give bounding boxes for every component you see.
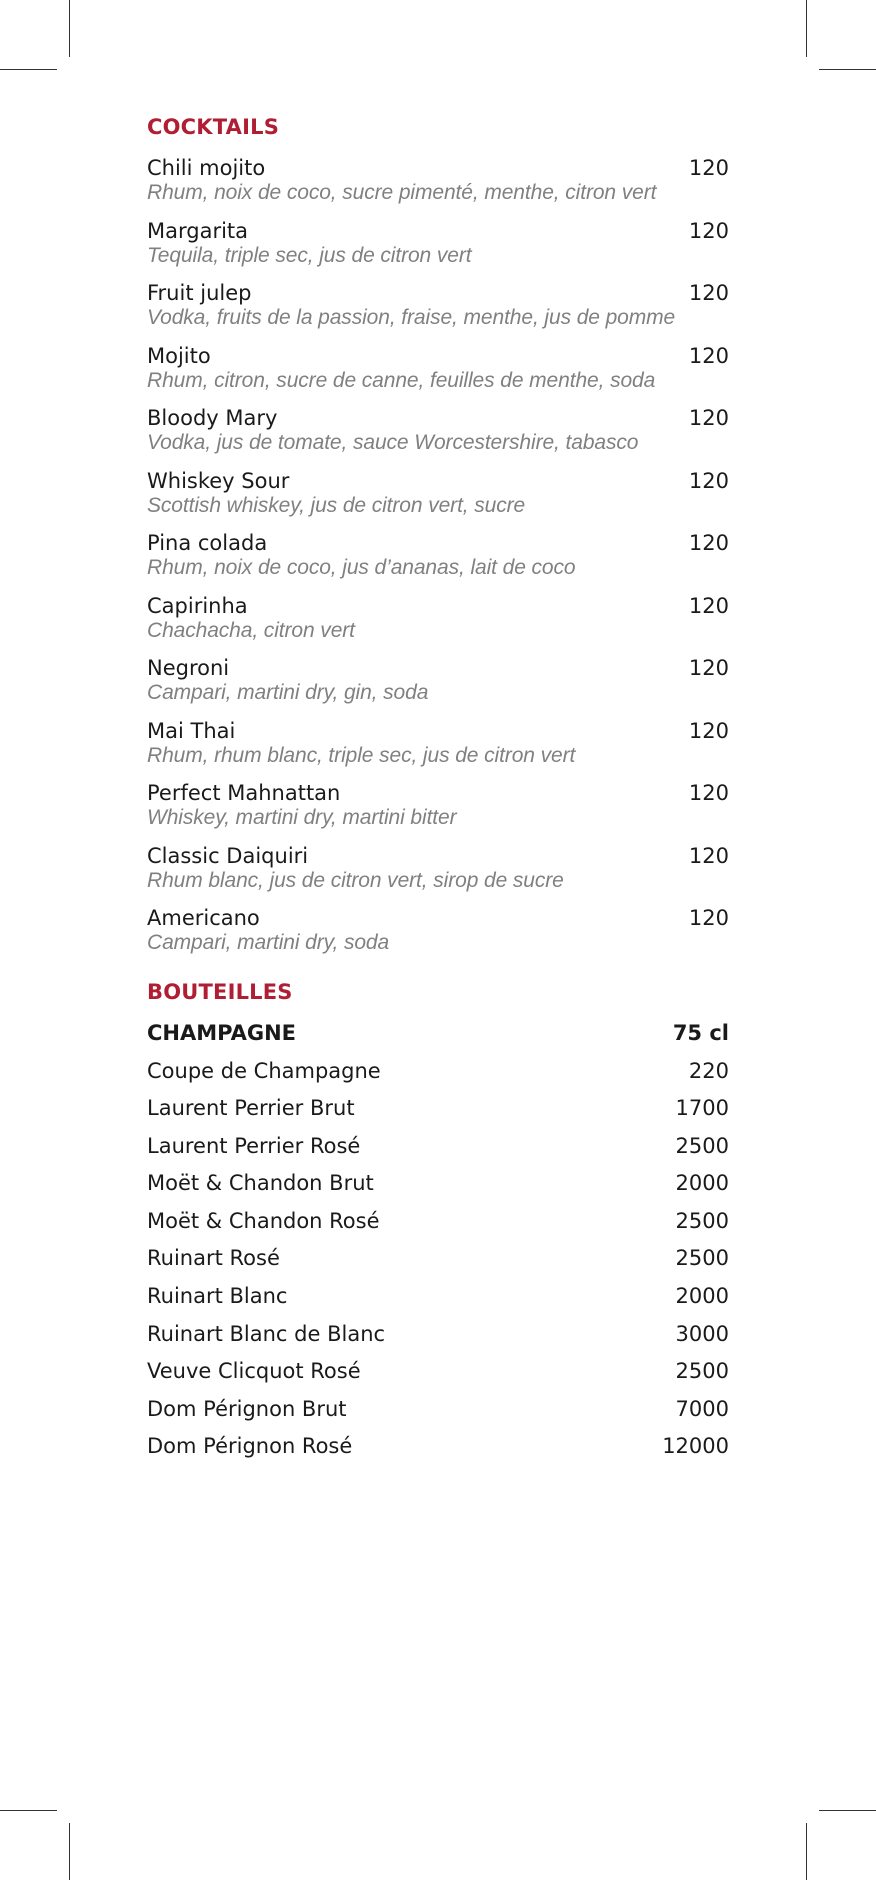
champagne-volume: 75 cl <box>672 1020 729 1045</box>
champagne-name: Ruinart Blanc de Blanc <box>147 1321 386 1346</box>
cocktail-description: Vodka, jus de tomate, sauce Worcestershire, tabasco <box>147 431 639 454</box>
cocktail-price: 120 <box>688 906 729 930</box>
crop-mark-top-left-vertical <box>69 0 70 57</box>
champagne-name: Moët & Chandon Brut <box>147 1171 374 1196</box>
champagne-header <box>147 1018 729 1048</box>
cocktail-item <box>147 780 729 843</box>
cocktail-description: Rhum, rhum blanc, triple sec, jus de citron vert <box>147 743 576 767</box>
cocktail-description: Rhum blanc, jus de citron vert, sirop de sucre <box>147 868 564 892</box>
champagne-price: 2500 <box>675 1246 729 1271</box>
cocktail-name: Fruit julep <box>147 281 252 305</box>
cocktail-description: Chachacha, citron vert <box>147 618 355 642</box>
cocktail-description: Rhum, noix de coco, jus d’ananas, lait de coco <box>147 556 576 579</box>
cocktail-item <box>147 468 729 531</box>
crop-mark-top-right-horizontal <box>819 69 876 70</box>
cocktail-price: 120 <box>688 468 729 493</box>
champagne-item <box>147 1243 729 1281</box>
cocktail-price: 120 <box>688 218 729 243</box>
cocktail-item <box>147 718 729 781</box>
cocktail-name: Capirinha <box>147 593 248 618</box>
cocktail-name: Chili mojito <box>147 156 266 180</box>
cocktail-description: Whiskey, martini dry, martini bitter <box>147 806 457 829</box>
cocktail-item <box>147 905 729 968</box>
champagne-price: 3000 <box>675 1321 729 1346</box>
cocktail-name: Mai Thai <box>147 718 236 743</box>
crop-mark-top-right-vertical <box>806 0 807 57</box>
cocktail-name: Classic Daiquiri <box>147 843 309 868</box>
cocktail-price: 120 <box>688 593 729 618</box>
cocktail-item <box>147 593 729 656</box>
cocktail-name: Negroni <box>147 656 230 680</box>
crop-mark-bottom-left-horizontal <box>0 1810 57 1811</box>
champagne-item <box>147 1431 729 1469</box>
champagne-price: 2000 <box>675 1171 729 1196</box>
cocktail-name: Perfect Mahnattan <box>147 781 341 805</box>
champagne-item <box>147 1206 729 1244</box>
cocktail-name: Mojito <box>147 343 211 368</box>
champagne-item <box>147 1168 729 1206</box>
cocktail-description: Campari, martini dry, gin, soda <box>147 681 429 704</box>
cocktail-item <box>147 530 729 593</box>
cocktail-description: Campari, martini dry, soda <box>147 931 390 954</box>
cocktail-price: 120 <box>688 281 729 305</box>
champagne-name: Ruinart Rosé <box>147 1246 280 1271</box>
champagne-title: CHAMPAGNE <box>147 1020 297 1045</box>
menu-page <box>147 111 729 1469</box>
champagne-price: 2500 <box>675 1208 729 1233</box>
crop-mark-bottom-right-vertical <box>806 1823 807 1880</box>
champagne-price: 7000 <box>675 1396 729 1421</box>
champagne-item <box>147 1356 729 1394</box>
champagne-item <box>147 1056 729 1094</box>
cocktail-name: Bloody Mary <box>147 406 278 430</box>
champagne-list <box>147 1056 729 1470</box>
cocktail-price: 120 <box>688 656 729 680</box>
cocktail-item <box>147 843 729 906</box>
cocktails-section-title: COCKTAILS <box>147 115 280 139</box>
cocktail-price: 120 <box>688 531 729 555</box>
cocktail-item <box>147 655 729 718</box>
cocktail-description: Rhum, noix de coco, sucre pimenté, menthe, citron vert <box>147 181 657 204</box>
champagne-item <box>147 1319 729 1357</box>
champagne-price: 2500 <box>675 1133 729 1158</box>
crop-mark-bottom-left-vertical <box>69 1823 70 1880</box>
cocktail-name: Pina colada <box>147 531 268 555</box>
champagne-name: Dom Pérignon Rosé <box>147 1434 353 1459</box>
cocktail-price: 120 <box>688 718 729 743</box>
cocktail-description: Scottish whiskey, jus de citron vert, sucre <box>147 493 526 517</box>
champagne-price: 2500 <box>675 1359 729 1384</box>
champagne-name: Laurent Perrier Rosé <box>147 1133 361 1158</box>
cocktail-name: Whiskey Sour <box>147 468 290 493</box>
cocktail-price: 120 <box>688 343 729 368</box>
champagne-name: Dom Pérignon Brut <box>147 1396 347 1421</box>
cocktail-item <box>147 343 729 406</box>
champagne-price: 12000 <box>662 1434 729 1459</box>
champagne-item <box>147 1093 729 1131</box>
cocktail-item <box>147 155 729 218</box>
cocktail-price: 120 <box>688 406 729 430</box>
cocktail-name: Americano <box>147 906 260 930</box>
cocktail-description: Rhum, citron, sucre de canne, feuilles de menthe, soda <box>147 368 656 392</box>
cocktail-description: Vodka, fruits de la passion, fraise, menthe, jus de pomme <box>147 306 676 329</box>
cocktail-name: Margarita <box>147 218 249 243</box>
cocktail-item <box>147 218 729 281</box>
crop-mark-bottom-right-horizontal <box>819 1810 876 1811</box>
cocktail-list <box>147 155 729 968</box>
champagne-item <box>147 1281 729 1319</box>
cocktail-description: Tequila, triple sec, jus de citron vert <box>147 243 472 267</box>
cocktail-item <box>147 280 729 343</box>
cocktail-price: 120 <box>688 843 729 868</box>
cocktail-price: 120 <box>688 156 729 180</box>
champagne-name: Moët & Chandon Rosé <box>147 1208 380 1233</box>
champagne-name: Ruinart Blanc <box>147 1284 288 1309</box>
cocktail-price: 120 <box>688 781 729 805</box>
crop-mark-top-left-horizontal <box>0 69 57 70</box>
champagne-name: Veuve Clicquot Rosé <box>147 1359 361 1384</box>
champagne-price: 2000 <box>675 1284 729 1309</box>
champagne-item <box>147 1394 729 1432</box>
bouteilles-section-title: BOUTEILLES <box>147 979 293 1004</box>
champagne-name: Laurent Perrier Brut <box>147 1096 355 1121</box>
champagne-name: Coupe de Champagne <box>147 1058 381 1083</box>
champagne-price: 1700 <box>675 1096 729 1121</box>
champagne-price: 220 <box>688 1058 729 1083</box>
cocktail-item <box>147 405 729 468</box>
champagne-item <box>147 1131 729 1169</box>
